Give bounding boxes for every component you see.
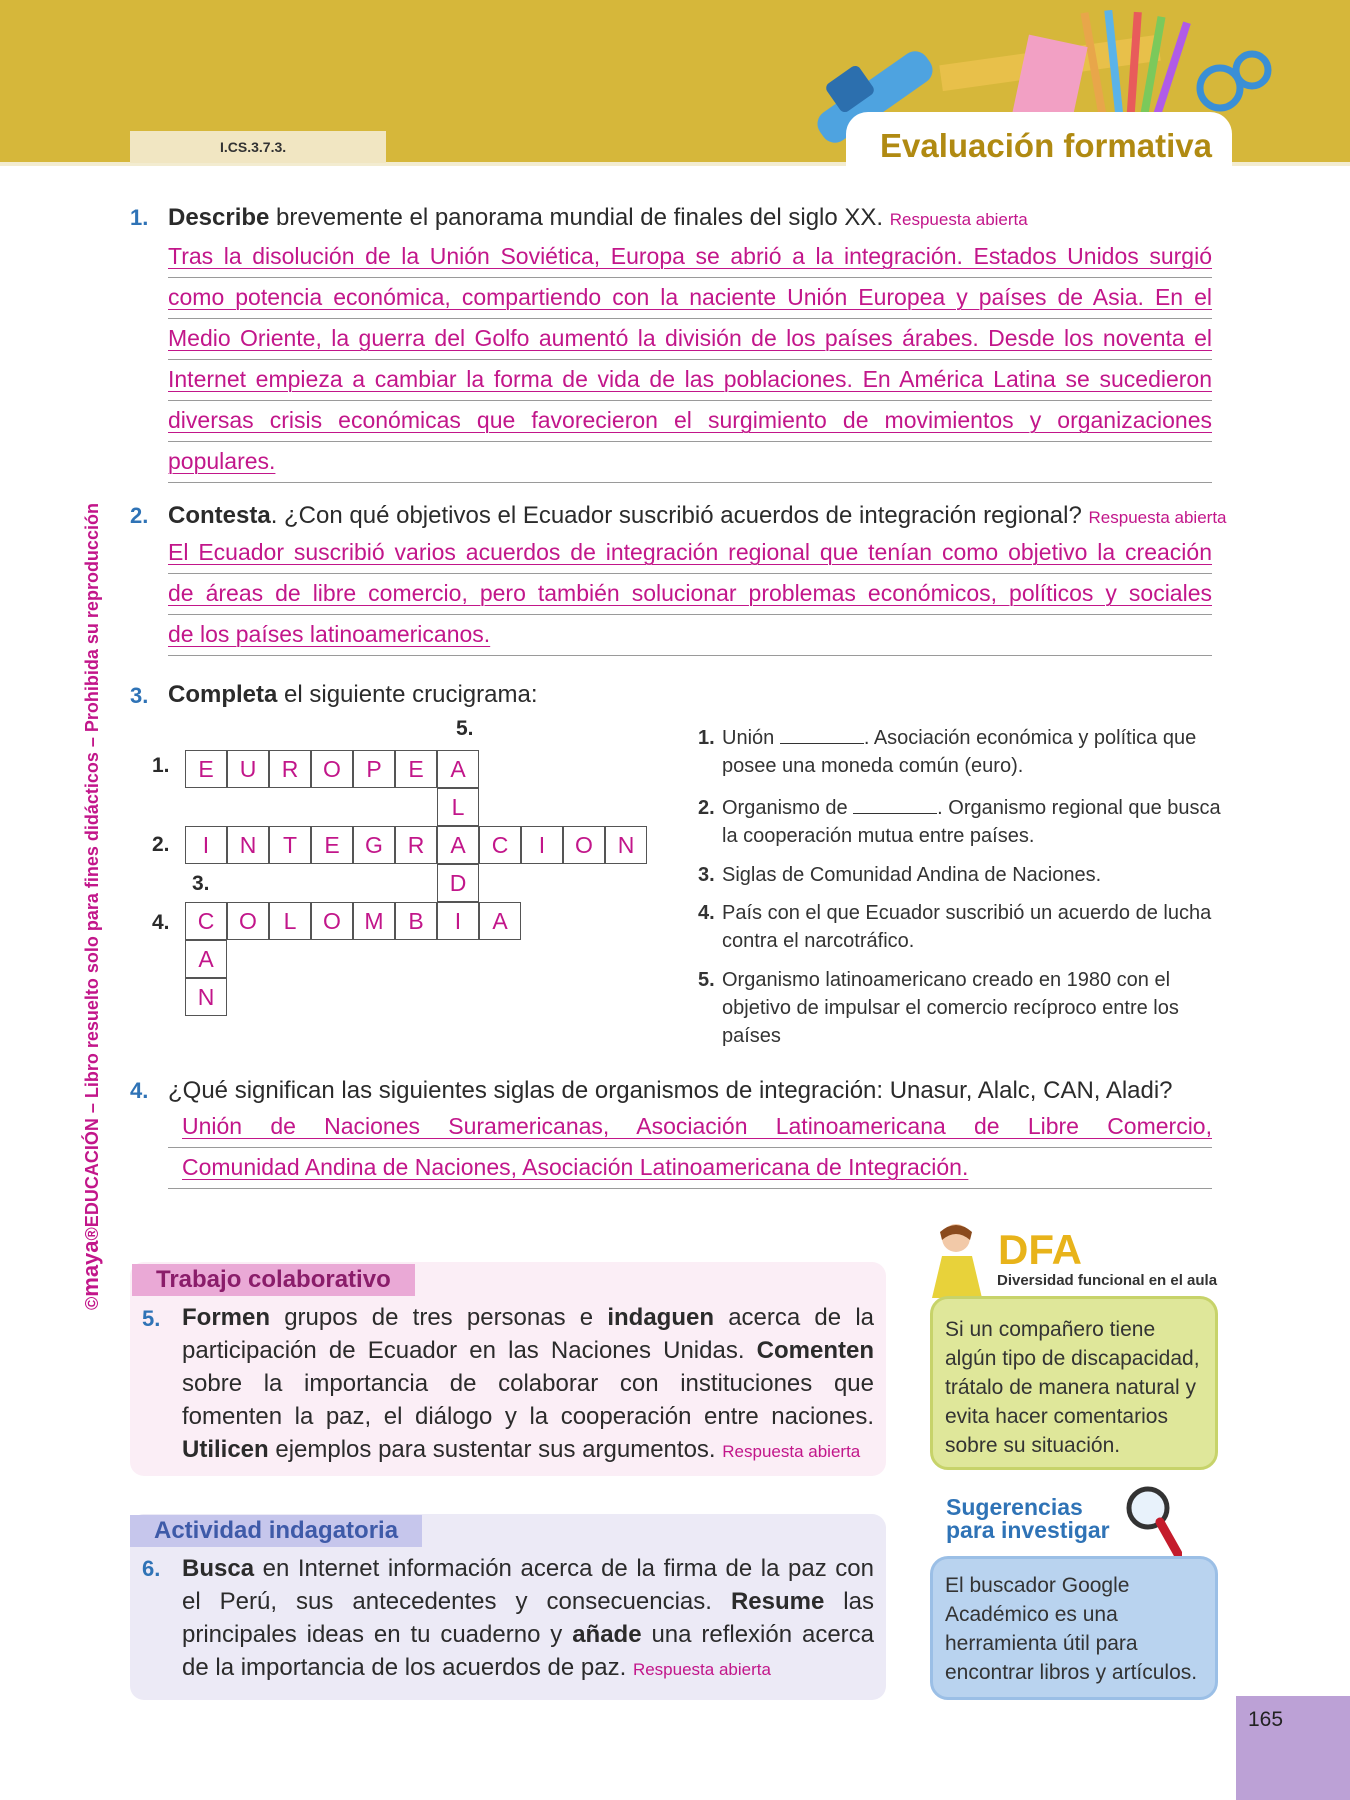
crossword-cell: E — [311, 826, 353, 864]
answer-line: populares. — [168, 442, 1212, 483]
crossword-cell: I — [521, 826, 563, 864]
crossword-number-3: 3. — [192, 872, 210, 895]
collaborative-work-text: Formen grupos de tres personas e indaguen acerca de la participación de Ecuador en las Naciones Unidas. Comenten sobre la importancia de colaborar con instituciones que fomenten la paz, el diálogo y la cooperación entre naciones. Utilicen ejemplos para sustentar sus argumentos. Respuesta abierta — [182, 1304, 875, 1463]
crossword-cell: I — [437, 902, 479, 940]
question-number: 4. — [130, 1078, 149, 1103]
collaborative-work-tag: Trabajo colaborativo — [132, 1264, 415, 1296]
copyright-side-text: ©maya®EDUCACIÓN – Libro resuelto solo para fines didácticos – Prohibida su reproducción — [78, 503, 103, 1310]
crossword-cell: R — [395, 826, 437, 864]
crossword-cell: L — [437, 788, 479, 826]
question-4-prompt: ¿Qué significan las siguientes siglas de organismos de integración: Unasur, Alalc, CAN, Aladi? — [168, 1077, 1173, 1104]
crossword-clue: 5. Organismo latinoamericano creado en 1980 con el objetivo de impulsar el comercio recíproco entre los países — [698, 969, 1179, 1047]
crossword-cell: U — [227, 750, 269, 788]
crossword-cell: N — [605, 826, 647, 864]
page-title: Evaluación formativa — [880, 127, 1212, 164]
answer-line: Medio Oriente, la guerra del Golfo aumentó la división de los países árabes. Desde los noventa el — [168, 319, 1212, 360]
crossword-cell: N — [185, 978, 227, 1016]
dfa-title: DFA — [998, 1226, 1082, 1273]
answer-line: Internet empieza a cambiar la forma de vida de las poblaciones. En América Latina se sucedieron — [168, 360, 1212, 401]
magnifier-icon — [1124, 1484, 1182, 1560]
answer-line: diversas crisis económicas que favorecieron el surgimiento de movimientos y organizaciones — [168, 401, 1212, 442]
crossword-clue: 4. País con el que Ecuador suscribió un acuerdo de lucha contra el narcotráfico. — [698, 902, 1212, 952]
crossword-cell: T — [269, 826, 311, 864]
crossword-cell: O — [311, 902, 353, 940]
question-number: 5. — [142, 1306, 161, 1331]
question-number: 6. — [142, 1556, 161, 1581]
crossword-cell: A — [185, 940, 227, 978]
crossword-clue: 1. Unión . Asociación económica y política que posee una moneda común (euro). — [698, 727, 1197, 777]
question-number: 1. — [130, 205, 149, 230]
crossword-number-5: 5. — [456, 717, 474, 740]
page-number: 165 — [1236, 1696, 1350, 1800]
crossword-cell: A — [437, 826, 479, 864]
answer-line: El Ecuador suscribió varios acuerdos de integración regional que tenían como objetivo la creación — [168, 533, 1212, 574]
crossword-cell: M — [353, 902, 395, 940]
answer-line: de áreas de libre comercio, pero también solucionar problemas económicos, políticos y sociales — [168, 574, 1212, 615]
crossword-cell: C — [479, 826, 521, 864]
crossword-clue: 3. Siglas de Comunidad Andina de Naciones. — [698, 864, 1102, 886]
question-number: 3. — [130, 683, 149, 708]
crossword-cell: O — [311, 750, 353, 788]
question-1-answer — [168, 237, 1212, 483]
maya-logo: maya — [78, 1240, 103, 1297]
suggestions-card: El buscador Google Académico es una herramienta útil para encontrar libros y artículos. — [930, 1556, 1218, 1700]
question-2-answer — [168, 533, 1212, 656]
curriculum-code: I.CS.3.7.3. — [130, 131, 386, 163]
crossword-cell: E — [185, 750, 227, 788]
open-answer-hint: Respuesta abierta — [889, 210, 1028, 229]
crossword-cell: R — [269, 750, 311, 788]
answer-line: Comunidad Andina de Naciones, Asociación Latinoamericana de Integración. — [168, 1148, 1212, 1189]
crossword-cell: A — [437, 750, 479, 788]
crossword-cell: A — [479, 902, 521, 940]
open-answer-hint: Respuesta abierta — [632, 1660, 771, 1679]
answer-line: como potencia económica, compartiendo con la naciente Unión Europea y países de Asia. En el — [168, 278, 1212, 319]
crossword-number-4: 4. — [152, 911, 170, 934]
girl-illustration — [920, 1218, 1000, 1306]
crossword-number-1: 1. — [152, 754, 170, 777]
crossword — [110, 712, 670, 1032]
crossword-cell: P — [353, 750, 395, 788]
crossword-cell: C — [185, 902, 227, 940]
research-activity-text: Busca en Internet información acerca de la firma de la paz con el Perú, sus antecedentes y consecuencias. Resume las principales ideas en tu cuaderno y añade una reflexión acerca de la importancia de los acuerdos de paz. Respuesta abierta — [182, 1555, 875, 1681]
question-4-answer — [168, 1107, 1212, 1189]
open-answer-hint: Respuesta abierta — [722, 1442, 861, 1461]
crossword-cell: N — [227, 826, 269, 864]
research-activity-tag: Actividad indagatoria — [130, 1515, 422, 1547]
question-number: 2. — [130, 503, 149, 528]
crossword-cell: L — [269, 902, 311, 940]
question-1-prompt: Describe brevemente el panorama mundial de finales del siglo XX. Respuesta abierta — [168, 204, 1028, 231]
crossword-cell: O — [227, 902, 269, 940]
answer-line: Unión de Naciones Suramericanas, Asociación Latinoamericana de Libre Comercio, — [168, 1107, 1212, 1148]
crossword-cell: I — [185, 826, 227, 864]
crossword-cell: D — [437, 864, 479, 902]
crossword-cell: E — [395, 750, 437, 788]
dfa-card: Si un compañero tiene algún tipo de discapacidad, trátalo de manera natural y evita hacer comentarios sobre su situación. — [930, 1296, 1218, 1470]
question-2-prompt: Contesta. ¿Con qué objetivos el Ecuador suscribió acuerdos de integración regional? Respuesta abierta — [168, 502, 1227, 529]
answer-line: de los países latinoamericanos. — [168, 615, 1212, 656]
dfa-subtitle: Diversidad funcional en el aula — [997, 1272, 1218, 1289]
crossword-number-2: 2. — [152, 833, 170, 856]
suggestions-title: Sugerencias para investigar — [946, 1494, 1110, 1543]
crossword-clue: 2. Organismo de . Organismo regional que busca la cooperación mutua entre países. — [698, 797, 1221, 847]
question-3-prompt: Completa el siguiente crucigrama: — [168, 681, 538, 708]
crossword-cell: B — [395, 902, 437, 940]
answer-line: Tras la disolución de la Unión Soviética, Europa se abrió a la integración. Estados Unidos surgió — [168, 237, 1212, 278]
crossword-cell: O — [563, 826, 605, 864]
open-answer-hint: Respuesta abierta — [1088, 508, 1227, 527]
crossword-cell: G — [353, 826, 395, 864]
